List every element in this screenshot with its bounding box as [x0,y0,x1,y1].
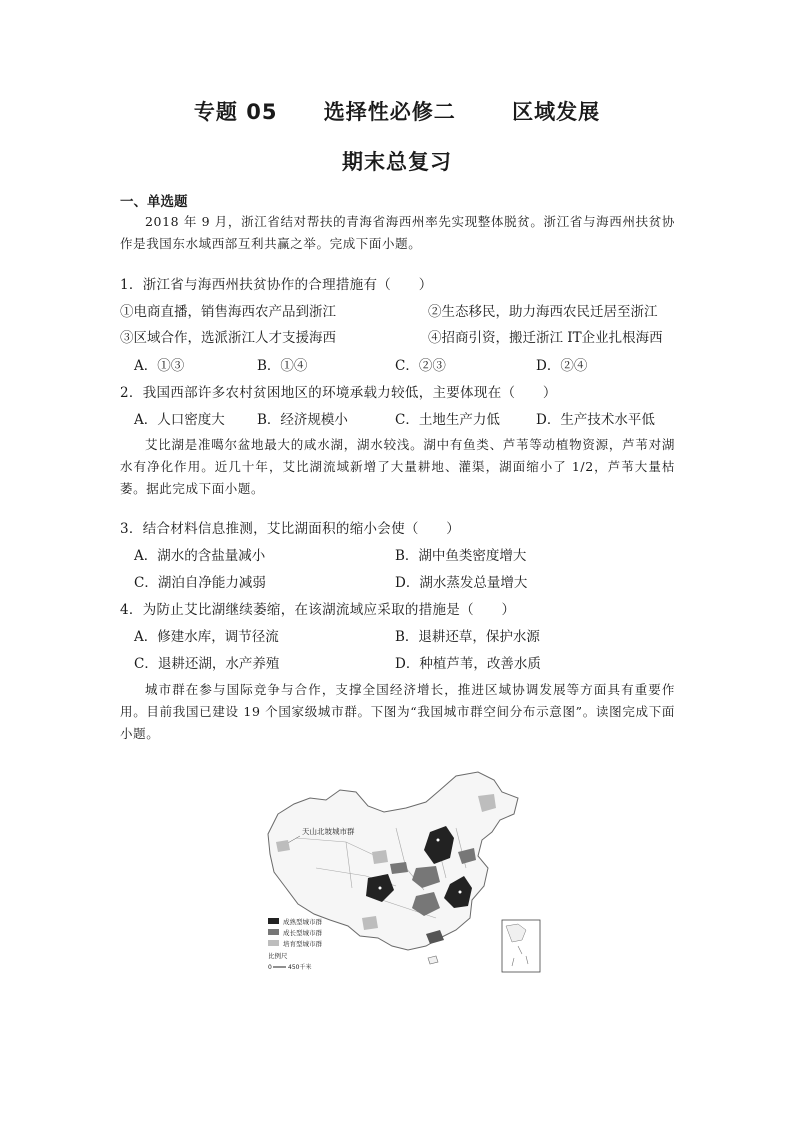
scale-zero: 0 [268,964,272,971]
legend-growing-label: 成长型城市群 [283,929,322,937]
question-1-item-3: ③区域合作，选派浙江人才支援海西 [120,330,336,346]
topic-number: 专题 05 [193,100,278,124]
module-name: 选择性必修二 [323,100,456,124]
question-4-option-a: A．修建水库，调节径流 [134,629,279,645]
question-2-option-c: C．土地生产力低 [395,412,500,428]
tianshan-label: 天山北坡城市群 [302,827,355,836]
question-3-stem: 3．结合材料信息推测，艾比湖面积的缩小会使（ ） [120,521,461,537]
question-2-stem: 2．我国西部许多农村贫困地区的环境承载力较低，主要体现在（ ） [120,385,557,401]
city-cluster-map [256,768,546,978]
question-3-option-a: A．湖水的含盐量减小 [134,548,266,564]
question-3-option-c: C．湖泊自净能力减弱 [134,575,266,591]
section-heading: 一、单选题 [120,194,188,210]
question-1-option-d: D．②④ [536,358,588,374]
cluster-nurturing-central-yunnan [362,916,378,930]
city-dot-shanghai [459,891,462,894]
question-3-option-d: D．湖水蒸发总量增大 [395,575,528,591]
question-1-option-b: B．①④ [257,358,308,374]
document-subtitle: 期末总复习 [342,150,452,174]
document-title [0,96,794,126]
question-2-option-b: B．经济规模小 [257,412,348,428]
scale-value: 450千米 [288,964,312,971]
legend-nurturing-label: 培育型城市群 [283,940,322,948]
question-4-stem: 4．为防止艾比湖继续萎缩，在该湖流域应采取的措施是（ ） [120,602,516,618]
question-1-option-c: C．②③ [395,358,446,374]
question-2-option-d: D．生产技术水平低 [536,412,655,428]
legend-growing-swatch [268,929,279,935]
question-4-option-c: C．退耕还湖，水产养殖 [134,656,280,672]
legend-mature-label: 成熟型城市群 [283,918,322,926]
question-1-option-a: A．①③ [134,358,185,374]
unit-name: 区域发展 [512,100,601,124]
question-1-item-1: ①电商直播，销售海西农产品到浙江 [120,304,336,320]
cluster-nurturing-lanxi [372,850,388,864]
question-4-option-b: B．退耕还草，保护水源 [395,629,540,645]
passage-2: 艾比湖是准噶尔盆地最大的咸水湖，湖水较浅。湖中有鱼类、芦苇等动植物资源，芦苇对湖水有净化作用。近几十年，艾比湖流域新增了大量耕地、灌渠，湖面缩小了 1/2，芦苇大量枯萎。据此完成下面小题。 [120,437,675,496]
city-dot-beijing [437,839,440,842]
cluster-nurturing-tianshan [276,840,290,852]
passage-3: 城市群在参与国际竞争与合作，支撑全国经济增长，推进区域协调发展等方面具有重要作用。目前我国已建设 19 个国家级城市群。下图为“我国城市群空间分布示意图”。读图完成下面小题。 [120,682,675,741]
question-2-option-a: A．人口密度大 [134,412,225,428]
question-1-item-4: ④招商引资，搬迁浙江 IT企业扎根海西 [428,330,663,346]
question-1-item-2: ②生态移民，助力海西农民迁居至浙江 [428,304,658,320]
legend-mature-swatch [268,918,279,924]
legend-nurturing-swatch [268,940,279,946]
city-dot-chongqing [379,887,382,890]
passage-1: 2018 年 9 月，浙江省结对帮扶的青海省海西州率先实现整体脱贫。浙江省与海西州扶贫协作是我国东水域西部互利共赢之举。完成下面小题。 [120,214,675,251]
cluster-growing-guanzhong [390,862,408,874]
question-1-stem: 1．浙江省与海西州扶贫协作的合理措施有（ ） [120,277,433,293]
question-4-option-d: D．种植芦苇，改善水质 [395,656,541,672]
question-3-option-b: B．湖中鱼类密度增大 [395,548,527,564]
scale-title: 比例尺 [268,952,288,960]
